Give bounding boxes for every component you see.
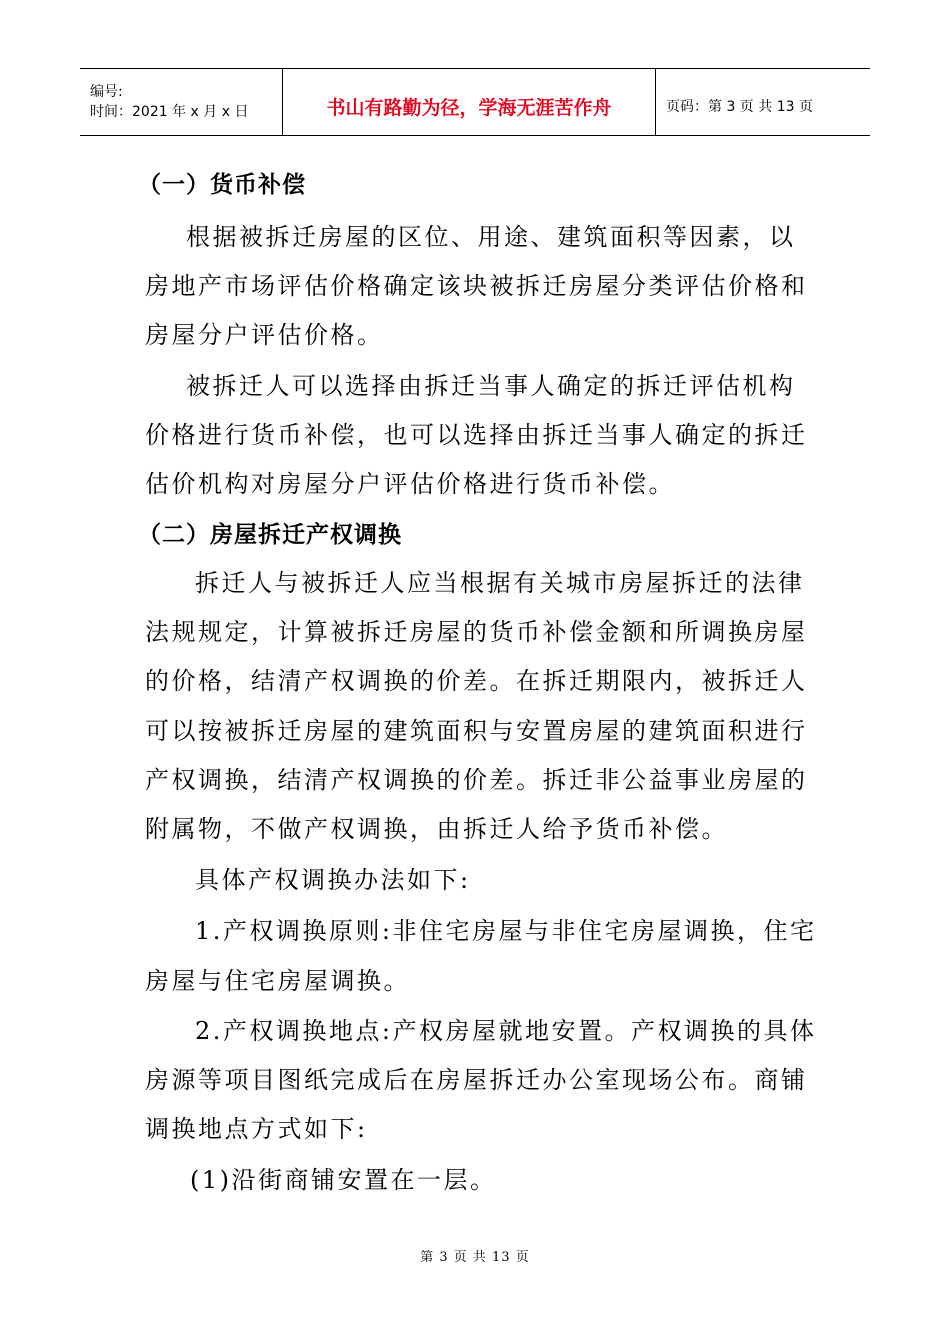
header-page-info — [656, 69, 870, 135]
paragraph-line: 1.产权调换原则:非住宅房屋与非住宅房屋调换，住宅 — [195, 917, 817, 945]
paragraph-line: 拆迁人与被拆迁人应当根据有关城市房屋拆迁的法律 — [195, 569, 805, 597]
paragraph-line: 具体产权调换办法如下: — [195, 866, 471, 894]
section-heading-property-exchange: （二）房屋拆迁产权调换 — [138, 522, 402, 548]
paragraph-line: 房屋分户评估价格。 — [145, 321, 384, 349]
document-header — [80, 68, 870, 136]
paragraph-line: 价格进行货币补偿，也可以选择由拆迁当事人确定的拆迁 — [145, 421, 808, 449]
paragraph-line: 根据被拆迁房屋的区位、用途、建筑面积等因素，以 — [186, 223, 796, 251]
motto-text: 书山有路勤为径，学海无涯苦作舟 — [326, 96, 612, 119]
paragraph-line: 的价格，结清产权调换的价差。在拆迁期限内，被拆迁人 — [145, 667, 808, 695]
paragraph-line: 可以按被拆迁房屋的建筑面积与安置房屋的建筑面积进行 — [145, 717, 808, 745]
paragraph-line: 附属物，不做产权调换，由拆迁人给予货币补偿。 — [145, 815, 728, 843]
paragraph-line: 房地产市场评估价格确定该块被拆迁房屋分类评估价格和 — [145, 272, 808, 300]
paragraph-line: 产权调换，结清产权调换的价差。拆迁非公益事业房屋的 — [145, 766, 808, 794]
time-label: 时间：2021 年 x 月 x 日 — [90, 104, 249, 120]
page-footer: 第 3 页 共 13 页 — [420, 1250, 530, 1265]
paragraph-line: 2.产权调换地点:产权房屋就地安置。产权调换的具体 — [195, 1017, 817, 1045]
paragraph-line: 房屋与住宅房屋调换。 — [145, 967, 410, 995]
section-heading-monetary: （一）货币补偿 — [138, 172, 306, 198]
paragraph-line: (1)沿街商铺安置在一层。 — [190, 1166, 497, 1194]
number-label: 编号: — [90, 84, 123, 100]
paragraph-line: 调换地点方式如下: — [145, 1115, 368, 1143]
header-motto — [283, 69, 656, 135]
paragraph-line: 估价机构对房屋分户评估价格进行货币补偿。 — [145, 470, 675, 498]
page-info-text: 页码：第 3 页 共 13 页 — [666, 99, 813, 115]
header-meta — [80, 69, 283, 135]
paragraph-line: 房源等项目图纸完成后在房屋拆迁办公室现场公布。商铺 — [145, 1066, 808, 1094]
paragraph-line: 法规规定，计算被拆迁房屋的货币补偿金额和所调换房屋 — [145, 618, 808, 646]
paragraph-line: 被拆迁人可以选择由拆迁当事人确定的拆迁评估机构 — [186, 372, 796, 400]
